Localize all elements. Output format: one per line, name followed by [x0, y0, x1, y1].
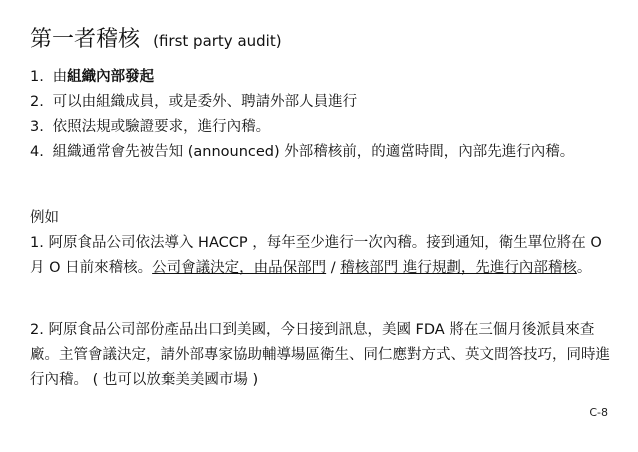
list-item-4	[30, 140, 615, 165]
list-item-3	[30, 115, 615, 140]
item-text-bold: 組織內部發起	[67, 69, 155, 85]
example-label: 例如	[30, 210, 59, 226]
example-1	[30, 231, 615, 281]
item-number: 1.	[30, 69, 44, 85]
item-number: 3.	[30, 119, 44, 135]
example-1-underline-a: 公司會議決定，由品保部門	[152, 260, 327, 276]
item-text: 可以由組織成員，或是委外、聘請外部人員進行	[52, 94, 358, 110]
list-item-1	[30, 65, 615, 90]
page-number: C-8	[589, 406, 608, 419]
item-text: 依照法規或驗證要求，進行內稽。	[52, 119, 271, 135]
item-number: 4.	[30, 144, 44, 160]
criteria-list	[30, 65, 615, 165]
item-text: 組織通常會先被告知 (announced) 外部稽核前，的適當時間，內部先進行內稽。	[52, 144, 575, 160]
list-item-2	[30, 90, 615, 115]
item-number: 2.	[30, 94, 44, 110]
title-main: 第一者稽核	[30, 27, 141, 52]
example-1-text: 1. 阿原食品公司依法導入 HACCP ，每年至少進行一次內稽。接到通知，衛生單位將在 O 月 O 日前來稽核。	[30, 235, 602, 276]
item-text-prefix: 由	[52, 69, 68, 85]
slide-title	[30, 22, 282, 53]
example-1-end: 。	[576, 260, 592, 276]
title-subtitle: (first party audit)	[153, 32, 282, 50]
example-1-underline-b: 稽核部門 進行規劃，先進行內部稽核	[340, 260, 577, 276]
example-2: 2. 阿原食品公司部份產品出口到美國，今日接到訊息，美國 FDA 將在三個月後派員來查廠。主管會議決定，請外部專家協助輔導場區衛生、同仁應對方式、英文問答技巧，同時進行內稽。 ( 也可以放棄美美國市場 )	[30, 322, 610, 388]
example-1-separator: /	[326, 260, 341, 276]
